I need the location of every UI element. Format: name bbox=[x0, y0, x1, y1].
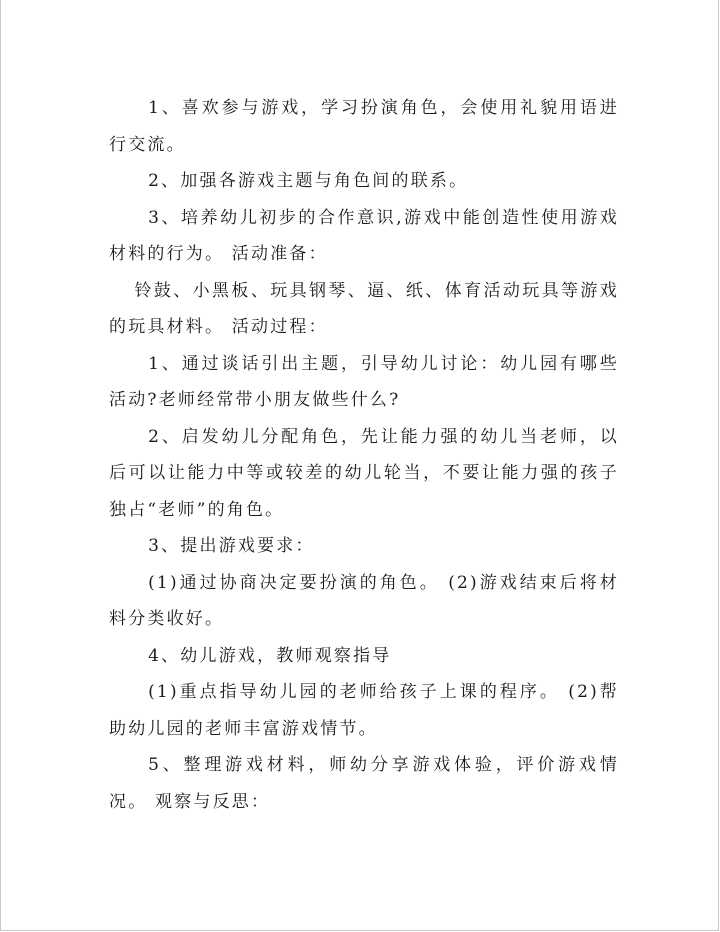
paragraph-5: 1、通过谈话引出主题，引导幼儿讨论：幼儿园有哪些活动?老师经常带小朋友做些什么? bbox=[109, 353, 619, 410]
paragraph-9: 4、幼儿游戏，教师观察指导 bbox=[148, 645, 392, 666]
paragraph-1: 1、喜欢参与游戏，学习扮演角色，会使用礼貌用语进行交流。 bbox=[109, 98, 619, 155]
paragraph-6: 2、启发幼儿分配角色，先让能力强的幼儿当老师，以后可以让能力中等或较差的幼儿轮当，不要让能力强的孩子独占“老师”的角色。 bbox=[109, 426, 619, 520]
paragraph-3: 3、培养幼儿初步的合作意识,游戏中能创造性使用游戏材料的行为。 活动准备： bbox=[109, 207, 619, 264]
paragraph-10: (1)重点指导幼儿园的老师给孩子上课的程序。 (2)帮助幼儿园的老师丰富游戏情节。 bbox=[109, 682, 619, 739]
paragraph-11: 5、整理游戏材料，师幼分享游戏体验，评价游戏情况。 观察与反思： bbox=[109, 755, 619, 812]
paragraph-7: 3、提出游戏要求： bbox=[148, 536, 315, 556]
document-body bbox=[109, 90, 619, 820]
paragraph-8: (1)通过协商决定要扮演的角色。 (2)游戏结束后将材料分类收好。 bbox=[109, 572, 619, 629]
paragraph-4: 铃鼓、小黑板、玩具钢琴、逼、纸、体育活动玩具等游戏的玩具材料。 活动过程： bbox=[109, 280, 619, 337]
paragraph-2: 2、加强各游戏主题与角色间的联系。 bbox=[148, 171, 469, 191]
